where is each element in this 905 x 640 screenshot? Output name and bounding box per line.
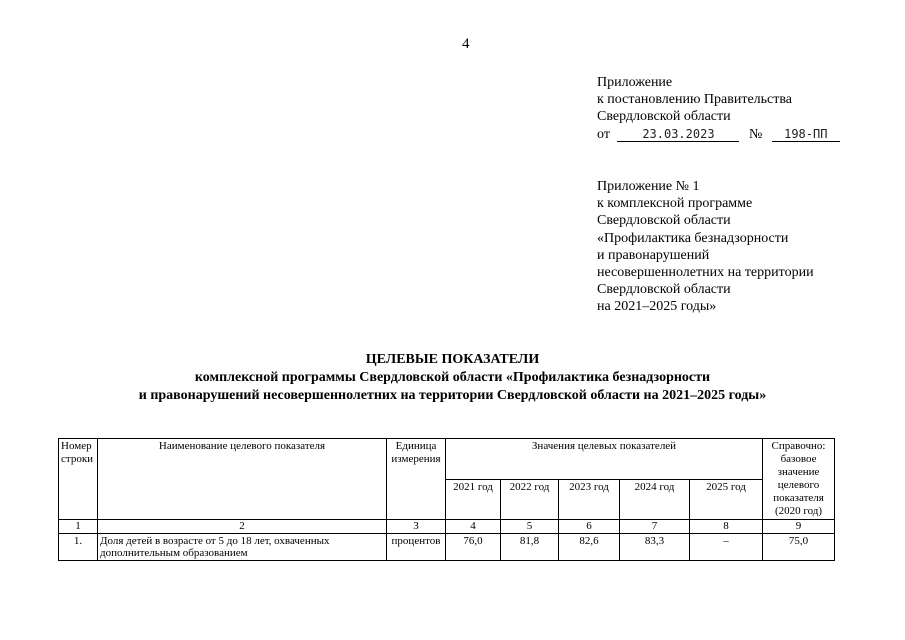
header-indicator-name: Наименование целевого показателя xyxy=(98,439,387,520)
column-number: 4 xyxy=(446,520,501,534)
header-row-number: Номер строки xyxy=(59,439,98,520)
header-year: 2023 год xyxy=(559,479,620,520)
header-reference: Справочно: базовое значение целевого показателя (2020 год) xyxy=(763,439,835,520)
appendix-header xyxy=(597,74,887,143)
appendix-header-line: Свердловской области xyxy=(597,109,731,125)
appendix-sub-line: несовершеннолетних на территории xyxy=(597,265,814,281)
header-year: 2024 год xyxy=(620,479,690,520)
value-2025: – xyxy=(690,534,763,561)
indicator-name: Доля детей в возрасте от 5 до 18 лет, охваченных дополнительным образованием xyxy=(98,534,387,561)
appendix-sub xyxy=(597,178,887,316)
row-number: 1. xyxy=(59,534,98,561)
appendix-sub-line: Приложение № 1 xyxy=(597,179,700,194)
number-value: 198-ПП xyxy=(772,127,840,142)
value-2024: 83,3 xyxy=(620,534,690,561)
title-line: комплексной программы Свердловской области «Профилактика безнадзорности xyxy=(194,370,711,385)
column-number: 6 xyxy=(559,520,620,534)
column-number: 8 xyxy=(690,520,763,534)
column-number: 2 xyxy=(98,520,387,534)
column-number: 1 xyxy=(59,520,98,534)
value-2022: 81,8 xyxy=(501,534,559,561)
appendix-sub-line: Свердловской области xyxy=(597,213,731,229)
title-line: и правонарушений несовершеннолетних на территории Свердловской области на 2021–2025 годы» xyxy=(138,388,767,403)
number-prefix: № xyxy=(748,126,763,142)
title-line: ЦЕЛЕВЫЕ ПОКАЗАТЕЛИ xyxy=(365,352,540,367)
table-header-row xyxy=(59,439,835,480)
value-2023: 82,6 xyxy=(559,534,620,561)
column-number: 9 xyxy=(763,520,835,534)
appendix-sub-line: и правонарушений xyxy=(597,247,710,263)
column-numbers-row xyxy=(59,520,835,534)
appendix-header-line: Приложение xyxy=(597,75,673,90)
value-2021: 76,0 xyxy=(446,534,501,561)
appendix-sub-line: «Профилактика безнадзорности xyxy=(597,230,789,246)
appendix-sub-line: на 2021–2025 годы» xyxy=(597,299,717,315)
appendix-sub-line: Свердловской области xyxy=(597,282,731,298)
header-values-group: Значения целевых показателей xyxy=(446,439,763,480)
header-year: 2022 год xyxy=(501,479,559,520)
column-number: 3 xyxy=(387,520,446,534)
value-reference: 75,0 xyxy=(763,534,835,561)
table-row xyxy=(59,534,835,561)
header-year: 2025 год xyxy=(690,479,763,520)
header-year: 2021 год xyxy=(446,479,501,520)
column-number: 7 xyxy=(620,520,690,534)
appendix-sub-line: к комплексной программе xyxy=(597,196,753,212)
appendix-date-line xyxy=(597,126,887,143)
appendix-header-line: к постановлению Правительства xyxy=(597,92,793,108)
header-unit: Единица измерения xyxy=(387,439,446,520)
indicator-unit: процентов xyxy=(387,534,446,561)
date-prefix: от xyxy=(597,126,610,142)
indicators-table xyxy=(58,438,835,561)
column-number: 5 xyxy=(501,520,559,534)
document-title xyxy=(0,351,905,405)
date-value: 23.03.2023 xyxy=(617,127,739,142)
page-number: 4 xyxy=(462,36,470,52)
